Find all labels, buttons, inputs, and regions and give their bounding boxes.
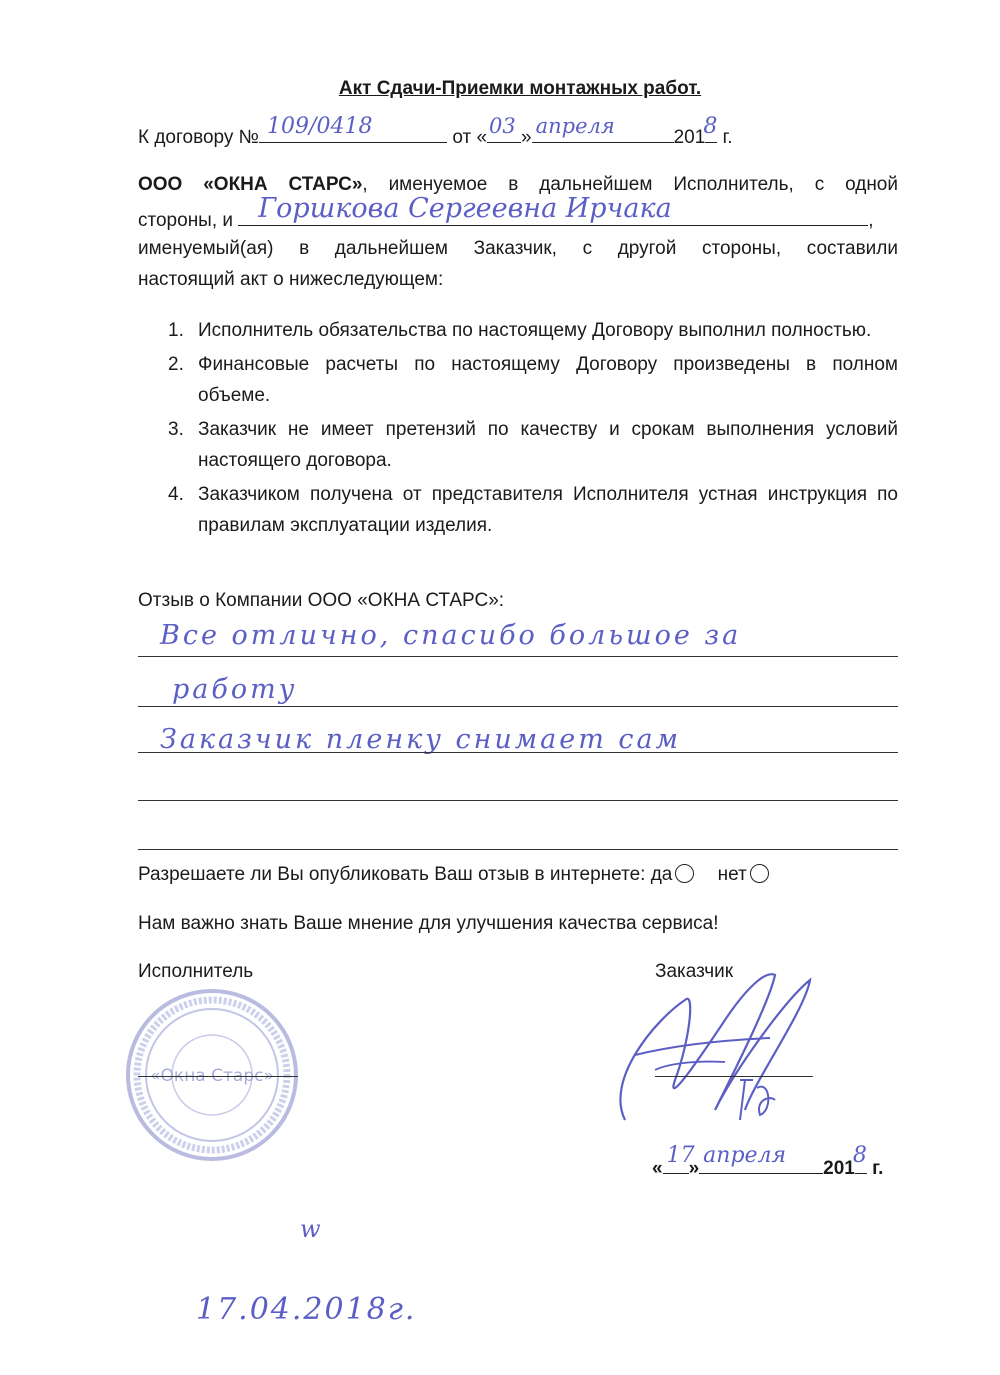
company-stamp [122,985,302,1165]
document-title: Акт Сдачи-Приемки монтажных работ. [338,78,702,99]
parties-line-3: именуемый(ая) в дальнейшем Заказчик, с другой стороны, составили [138,238,898,259]
review-rule-4 [138,800,898,801]
parties-line-1-text: , именуемое в дальнейшем Исполнитель, с одной [362,174,898,195]
parties-line-4: настоящий акт о нижеследующем: [138,269,444,290]
customer-date [652,1143,884,1180]
no-label: нет [717,864,747,885]
contract-month-field [532,114,674,143]
executor-signature-line [138,1076,298,1077]
review-rule-5 [138,849,898,850]
list-item-text: Финансовые расчеты по настоящему Договору произведены в полном объеме. [198,354,898,406]
customer-date-open: « [652,1158,663,1179]
parties-line-2-suffix: , [868,210,874,231]
contract-day-handwritten: 03 [489,114,516,138]
company-name: ООО «ОКНА СТАРС» [138,174,363,195]
stamp-text: «Окна Старс» [150,1066,274,1086]
contract-quote-close: » [521,127,532,148]
contract-from: от « [452,127,488,148]
list-item-text: Исполнитель обязательства по настоящему Договору выполнил полностью. [198,320,872,341]
customer-label: Заказчик [655,961,734,982]
review-line-3-handwritten: Заказчик пленку снимает сам [160,724,682,755]
contract-year-suffix: г. [717,127,733,148]
customer-signature [595,960,835,1140]
review-label: Отзыв о Компании ООО «ОКНА СТАРС»: [138,590,505,611]
review-rule-2 [138,706,898,707]
customer-day-field [663,1143,695,1174]
contract-number-field [259,114,447,143]
customer-day-handwritten: 17 [666,1143,695,1168]
list-item-number: 2. [168,354,184,375]
review-line-2-handwritten: работу [172,674,298,705]
customer-year-handwritten: 8 [852,1143,867,1168]
publish-consent [138,864,769,886]
list-item [168,349,898,411]
review-line-1-handwritten: Все отлично, спасибо большое за [160,620,742,651]
no-radio[interactable] [750,864,769,883]
contract-year-prefix: 201 [673,127,706,148]
opinion-note: Нам важно знать Ваше мнение для улучшения качества сервиса! [138,913,719,934]
customer-month-field [699,1143,823,1174]
contract-number-handwritten: 109/0418 [267,114,373,139]
list-item-number: 3. [168,419,184,440]
customer-name-handwritten: Горшкова Сергеевна Ирчака [258,193,672,224]
customer-name-field [238,193,868,226]
customer-year-prefix: 201 [823,1158,855,1179]
contract-day-field [487,114,521,143]
list-item [168,479,898,541]
terms-list [168,315,898,544]
customer-date-close: » [688,1158,700,1179]
review-rule-3 [138,752,898,753]
list-item-text: Заказчик не имеет претензий по качеству и срокам выполнения условий настоящего договора. [198,419,898,471]
yes-radio[interactable] [675,864,694,883]
list-item [168,315,898,346]
customer-month-handwritten: апреля [703,1143,787,1168]
list-item-text: Заказчиком получена от представителя Исполнителя устная инструкция по правилам эксплуатации изделия. [198,484,898,536]
customer-year-field [852,1143,867,1174]
parties-line-2 [138,193,874,232]
list-item [168,414,898,476]
publish-question: Разрешаете ли Вы опубликовать Ваш отзыв в интернете: да [138,864,673,885]
parties-line-2-prefix: стороны, и [138,210,239,231]
contract-year-handwritten: 8 [703,114,718,139]
footer-date-handwritten: 17.04.2018г. [196,1292,417,1327]
executor-label: Исполнитель [138,961,254,982]
footer-mark-handwritten: w [300,1215,321,1243]
review-rule-1 [138,656,898,657]
contract-line [138,114,733,149]
list-item-number: 4. [168,484,184,505]
contract-prefix: К договору № [138,127,260,148]
customer-signature-line [655,1076,813,1077]
contract-month-handwritten: апреля [535,114,615,138]
list-item-number: 1. [168,320,184,341]
customer-year-suffix: г. [866,1158,884,1179]
contract-year-field [703,114,718,143]
